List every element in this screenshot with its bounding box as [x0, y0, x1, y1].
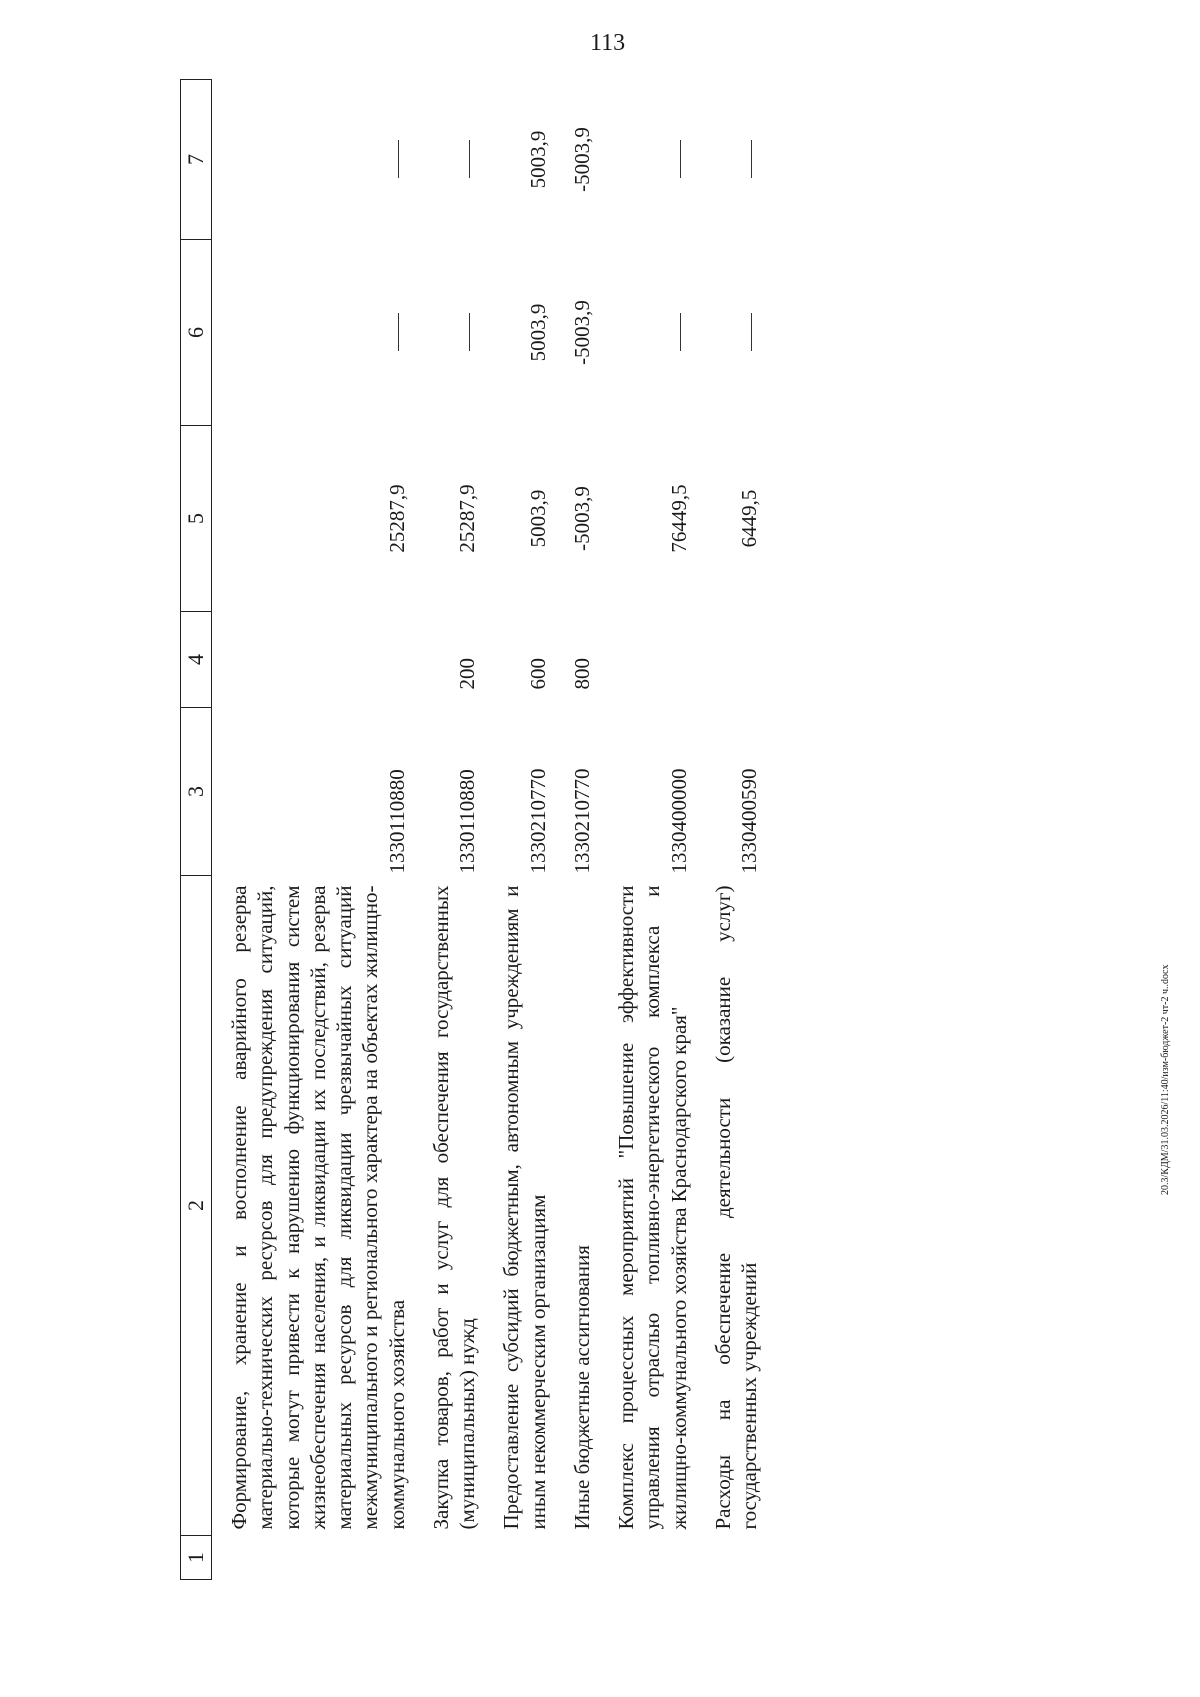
amount-col7-cell — [414, 80, 485, 240]
header-col-4: 4 — [181, 612, 212, 708]
table-row — [555, 80, 599, 1580]
amount-col7-cell: 5003,9 — [525, 130, 550, 189]
expense-type-cell — [212, 612, 414, 708]
rotated-table-container — [180, 80, 1060, 1580]
amount-col6-cell — [599, 240, 696, 426]
row-number-cell — [212, 1536, 414, 1580]
header-col-1: 1 — [181, 1536, 212, 1580]
target-code-cell: 1330210770 — [569, 768, 594, 874]
dash-mark — [469, 314, 470, 352]
row-number-cell — [696, 1536, 767, 1580]
amount-col5-cell: -5003,9 — [569, 486, 594, 551]
amount-col6-cell: -5003,9 — [569, 300, 594, 365]
expense-type-cell — [599, 612, 696, 708]
amount-col7-cell: -5003,9 — [569, 127, 594, 192]
amount-col5-cell: 25287,9 — [455, 484, 479, 553]
expense-type-cell: 600 — [525, 658, 550, 690]
row-number-cell — [484, 1536, 555, 1580]
row-name-cell: Комплекс процессных мероприятий "Повышение эффективности управления отраслью топливно-энергетического комплекса и жилищно-коммунального хозяйства Краснодарского края" — [614, 885, 691, 1530]
expense-type-cell: 800 — [569, 658, 594, 690]
expense-type-cell — [696, 612, 767, 708]
row-number-cell — [599, 1536, 696, 1580]
row-name-cell: Иные бюджетные ассигнования — [569, 1245, 594, 1530]
table-row — [212, 80, 414, 1580]
table-row — [414, 80, 485, 1580]
dash-mark — [398, 314, 399, 352]
dash-mark — [751, 141, 752, 179]
amount-col6-cell — [414, 240, 485, 426]
target-code-cell: 1330210770 — [525, 768, 550, 874]
header-row — [181, 80, 212, 1580]
amount-col7-cell — [599, 80, 696, 240]
dash-mark — [469, 141, 470, 179]
amount-col5-cell: 5003,9 — [525, 489, 550, 548]
target-code-cell: 1330400590 — [737, 768, 761, 874]
row-name-cell: Закупка товаров, работ и услуг для обеспечения государственных (муниципальных) нужд — [428, 885, 479, 1530]
amount-col7-cell — [212, 80, 414, 240]
row-name-cell: Предоставление субсидий бюджетным, автономным учреждениям и иным некоммерческим организациям — [499, 885, 550, 1530]
table-row — [599, 80, 696, 1580]
amount-col7-cell — [696, 80, 767, 240]
amount-col5-cell: 6449,5 — [737, 489, 761, 548]
table-header — [181, 80, 212, 1580]
row-name-cell: Формирование, хранение и восполнение аварийного резерва материально-технических ресурсов для предупреждения ситуаций, которые могут привести к нарушению функционирования систем жизнеобеспечения населения, и ликвидации их последствий, резерва материальных ресурсов для ликвидации чрезвычайных ситуаций межмуниципального и регионального характера на объектах жилищно-коммунального хозяйства — [227, 885, 409, 1530]
budget-table — [180, 79, 766, 1580]
target-code-cell: 1330110880 — [384, 769, 409, 874]
header-col-3: 3 — [181, 708, 212, 876]
header-col-6: 6 — [181, 240, 212, 426]
dash-mark — [680, 141, 681, 179]
target-code-cell: 1330400000 — [666, 768, 691, 874]
amount-col5-cell: 25287,9 — [384, 484, 409, 553]
document-file-code: 20.3/КДМ/31.03.2026/11:40/изм-бюджет-2 чт-2 ч..docx — [1160, 964, 1171, 1195]
amount-col6-cell — [212, 240, 414, 426]
header-col-5: 5 — [181, 426, 212, 612]
table-body — [212, 80, 767, 1580]
target-code-cell: 1330110880 — [455, 769, 479, 874]
amount-col6-cell — [696, 240, 767, 426]
table-row — [484, 80, 555, 1580]
amount-col6-cell: 5003,9 — [525, 303, 550, 362]
dash-mark — [680, 314, 681, 352]
table-row — [696, 80, 767, 1580]
row-number-cell — [414, 1536, 485, 1580]
expense-type-cell: 200 — [455, 658, 479, 690]
page-number: 113 — [590, 30, 626, 56]
header-col-7: 7 — [181, 80, 212, 240]
dash-mark — [398, 141, 399, 179]
header-col-2: 2 — [181, 876, 212, 1536]
dash-mark — [751, 314, 752, 352]
amount-col5-cell: 76449,5 — [666, 484, 691, 553]
row-name-cell: Расходы на обеспечение деятельности (оказание услуг) государственных учреждений — [710, 885, 761, 1530]
row-number-cell — [555, 1536, 599, 1580]
